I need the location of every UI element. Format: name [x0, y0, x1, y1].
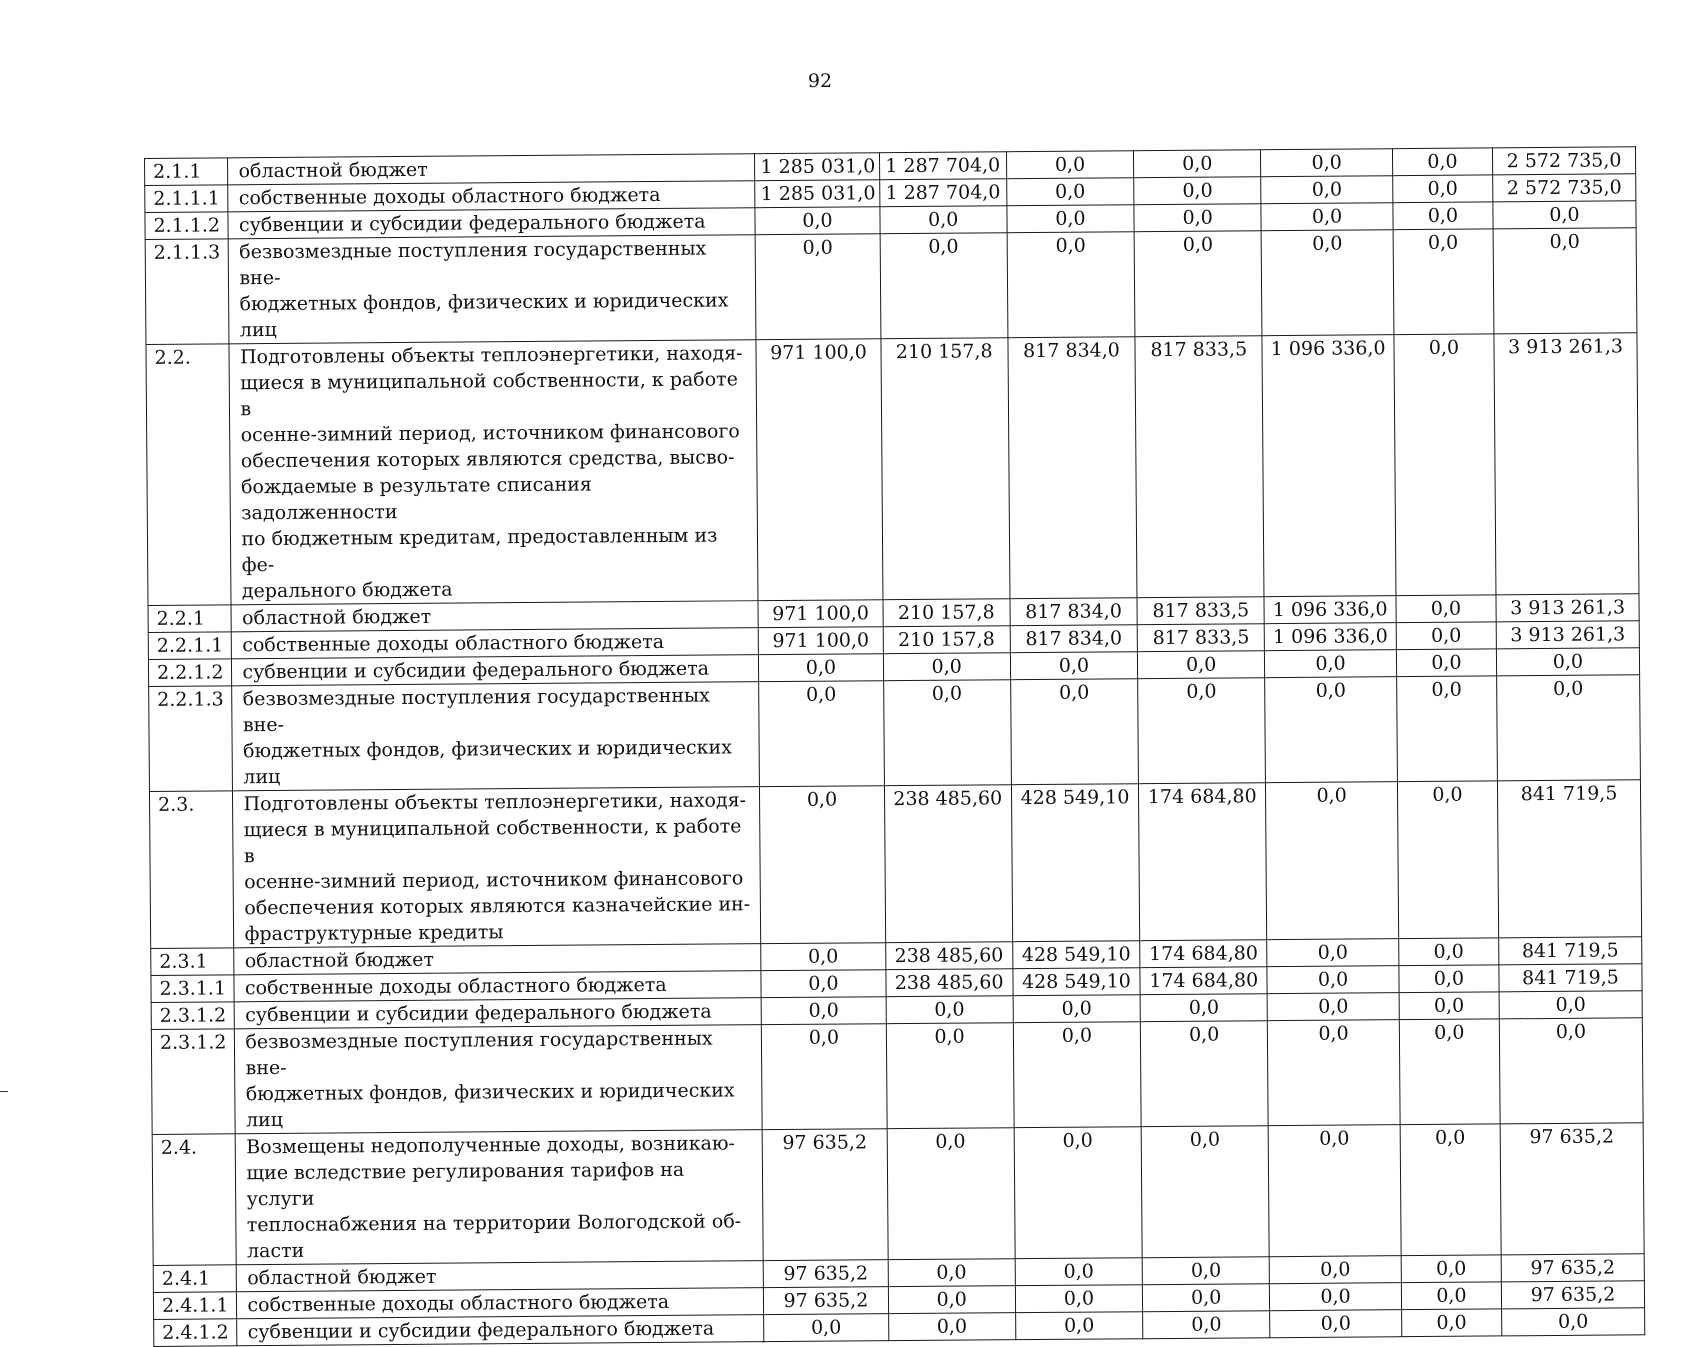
- value-cell-5: 0,0: [1270, 1283, 1402, 1311]
- value-cell-7: 841 719,5: [1499, 964, 1642, 992]
- value-cell-2: 0,0: [880, 233, 1008, 339]
- value-cell-1: 97 635,2: [764, 1260, 888, 1288]
- value-cell-7: 97 635,2: [1500, 1123, 1644, 1255]
- value-cell-6: 0,0: [1401, 1309, 1501, 1337]
- value-cell-4: 174 684,80: [1139, 783, 1268, 941]
- value-cell-7: 2 572 735,0: [1493, 174, 1636, 202]
- value-cell-1: 971 100,0: [756, 339, 882, 601]
- budget-table-container: [144, 146, 1645, 1347]
- value-cell-5: 0,0: [1270, 1256, 1402, 1284]
- row-description: областной бюджет: [231, 601, 758, 632]
- row-description: безвозмездные поступления государственных вне- бюджетных фондов, физических и юридических лиц: [232, 682, 760, 791]
- value-cell-2: 0,0: [888, 1313, 1015, 1341]
- value-cell-7: 2 572 735,0: [1492, 147, 1635, 175]
- value-cell-4: 0,0: [1140, 1021, 1268, 1127]
- value-cell-3: 0,0: [1013, 995, 1140, 1023]
- value-cell-7: 0,0: [1502, 1308, 1645, 1336]
- value-cell-1: 97 635,2: [764, 1287, 888, 1315]
- row-code: 2.1.1: [145, 158, 229, 186]
- value-cell-7: 97 635,2: [1501, 1254, 1644, 1282]
- value-cell-4: 0,0: [1141, 1126, 1269, 1258]
- row-code: 2.2.1.2: [148, 659, 232, 687]
- value-cell-1: 971 100,0: [759, 627, 883, 655]
- value-cell-3: 0,0: [1015, 1258, 1142, 1286]
- value-cell-3: 0,0: [1014, 1127, 1142, 1259]
- table-row: [146, 333, 1639, 606]
- value-cell-1: 0,0: [761, 943, 885, 971]
- value-cell-2: 0,0: [879, 206, 1006, 234]
- value-cell-1: 0,0: [755, 207, 879, 235]
- value-cell-5: 0,0: [1270, 1310, 1402, 1338]
- row-description: субвенции и субсидии федерального бюджета: [235, 998, 762, 1029]
- value-cell-5: 0,0: [1265, 677, 1397, 783]
- value-cell-1: 0,0: [761, 970, 885, 998]
- table-row: [149, 780, 1641, 949]
- value-cell-2: 0,0: [886, 996, 1013, 1024]
- value-cell-3: 0,0: [1007, 232, 1135, 338]
- value-cell-7: 0,0: [1499, 1018, 1643, 1124]
- value-cell-7: 3 913 261,3: [1496, 621, 1639, 649]
- row-description: безвозмездные поступления государственных вне- бюджетных фондов, физических и юридических лиц: [229, 235, 757, 344]
- value-cell-2: 210 157,8: [883, 599, 1010, 627]
- row-description: Подготовлены объекты теплоэнергетики, находя- щиеся в муниципальной собственности, к работе в осенне-зимний период, источником финансового обеспечения которых являются средства, высво- бождаемые в результате списания задолженности по бюджетным кредитам, предоставленным из фе- дерального бюджета: [229, 340, 758, 605]
- value-cell-4: 0,0: [1134, 231, 1262, 337]
- value-cell-4: 0,0: [1142, 1284, 1269, 1312]
- row-code: 2.1.1.2: [145, 212, 229, 240]
- value-cell-3: 428 549,10: [1013, 968, 1140, 996]
- value-cell-6: 0,0: [1393, 175, 1493, 203]
- value-cell-2: 0,0: [886, 1023, 1014, 1129]
- value-cell-4: 817 833,5: [1135, 336, 1264, 598]
- value-cell-5: 0,0: [1267, 966, 1399, 994]
- value-cell-6: 0,0: [1396, 595, 1496, 623]
- value-cell-2: 0,0: [887, 1128, 1015, 1260]
- value-cell-6: 0,0: [1394, 334, 1496, 596]
- row-description: субвенции и субсидии федерального бюджета: [237, 1315, 764, 1346]
- value-cell-3: 0,0: [1007, 178, 1134, 206]
- value-cell-5: 0,0: [1266, 782, 1399, 940]
- row-code: 2.4.1.1: [153, 1292, 237, 1320]
- value-cell-4: 817 833,5: [1137, 597, 1264, 625]
- value-cell-6: 0,0: [1400, 1124, 1501, 1256]
- value-cell-2: 0,0: [888, 1286, 1015, 1314]
- value-cell-2: 0,0: [883, 680, 1011, 786]
- value-cell-5: 0,0: [1269, 1125, 1401, 1257]
- value-cell-2: 238 485,60: [885, 969, 1012, 997]
- value-cell-7: 97 635,2: [1501, 1281, 1644, 1309]
- row-code: 2.1.1.1: [145, 185, 229, 213]
- value-cell-3: 0,0: [1006, 151, 1133, 179]
- row-code: 2.3.1.1: [151, 975, 235, 1003]
- value-cell-7: 841 719,5: [1497, 780, 1641, 938]
- value-cell-4: 817 833,5: [1137, 624, 1264, 652]
- value-cell-4: 0,0: [1134, 204, 1261, 232]
- value-cell-2: 238 485,60: [884, 785, 1013, 943]
- value-cell-4: 0,0: [1134, 150, 1261, 178]
- table-row: [145, 228, 1637, 345]
- value-cell-3: 0,0: [1015, 1312, 1142, 1340]
- value-cell-6: 0,0: [1401, 1255, 1501, 1283]
- row-description: областной бюджет: [237, 1261, 764, 1292]
- value-cell-7: 3 913 261,3: [1494, 333, 1639, 595]
- value-cell-6: 0,0: [1396, 649, 1496, 677]
- value-cell-6: 0,0: [1399, 965, 1499, 993]
- value-cell-5: 0,0: [1267, 993, 1399, 1021]
- value-cell-3: 0,0: [1010, 652, 1137, 680]
- row-code: 2.2.1.1: [148, 632, 232, 660]
- value-cell-1: 0,0: [755, 234, 880, 340]
- row-description: безвозмездные поступления государственных вне- бюджетных фондов, физических и юридических лиц: [235, 1025, 763, 1134]
- value-cell-5: 0,0: [1265, 650, 1397, 678]
- row-code: 2.4.1.2: [154, 1319, 238, 1347]
- value-cell-7: 841 719,5: [1499, 937, 1642, 965]
- value-cell-5: 0,0: [1261, 203, 1393, 231]
- value-cell-1: 97 635,2: [763, 1129, 888, 1261]
- row-code: 2.4.: [152, 1134, 236, 1266]
- row-code: 2.3.1: [151, 948, 235, 976]
- row-code: 2.1.1.3: [145, 239, 229, 345]
- value-cell-7: 0,0: [1496, 648, 1639, 676]
- value-cell-5: 0,0: [1261, 230, 1393, 336]
- value-cell-1: 0,0: [759, 654, 883, 682]
- value-cell-5: 1 096 336,0: [1262, 335, 1395, 597]
- value-cell-1: 0,0: [761, 997, 885, 1025]
- value-cell-1: 0,0: [759, 681, 884, 787]
- row-code: 2.2.1.3: [149, 686, 233, 792]
- row-code: 2.3.: [149, 791, 234, 949]
- row-description: Подготовлены объекты теплоэнергетики, находя- щиеся в муниципальной собственности, к работе в осенне-зимний период, источником финансового обеспечения которых являются казначейские ин- фраструктурные кредиты: [233, 787, 761, 948]
- value-cell-2: 0,0: [888, 1259, 1015, 1287]
- row-description: областной бюджет: [234, 944, 761, 975]
- value-cell-5: 0,0: [1268, 1020, 1400, 1126]
- value-cell-3: 817 834,0: [1010, 625, 1137, 653]
- row-code: 2.3.1.2: [151, 1002, 235, 1030]
- value-cell-4: 0,0: [1142, 1257, 1269, 1285]
- value-cell-6: 0,0: [1399, 992, 1499, 1020]
- value-cell-1: 0,0: [762, 1024, 887, 1130]
- value-cell-6: 0,0: [1401, 1282, 1501, 1310]
- value-cell-6: 0,0: [1396, 622, 1496, 650]
- value-cell-3: 428 549,10: [1012, 941, 1139, 969]
- value-cell-4: 174 684,80: [1140, 967, 1267, 995]
- value-cell-6: 0,0: [1393, 229, 1494, 335]
- row-code: 2.2.: [146, 344, 232, 606]
- value-cell-3: 817 834,0: [1010, 598, 1137, 626]
- value-cell-3: 0,0: [1007, 205, 1134, 233]
- row-description: субвенции и субсидии федерального бюджета: [232, 655, 759, 686]
- value-cell-1: 0,0: [764, 1314, 888, 1342]
- value-cell-1: 1 285 031,0: [755, 180, 879, 208]
- value-cell-3: 0,0: [1010, 679, 1138, 785]
- row-code: 2.3.1.2: [151, 1029, 235, 1135]
- value-cell-6: 0,0: [1392, 148, 1492, 176]
- row-description: субвенции и субсидии федерального бюджета: [228, 208, 755, 239]
- value-cell-3: 0,0: [1015, 1285, 1142, 1313]
- value-cell-7: 0,0: [1493, 228, 1637, 334]
- value-cell-7: 0,0: [1497, 675, 1641, 781]
- value-cell-1: 0,0: [760, 786, 885, 944]
- table-row: [152, 1123, 1644, 1266]
- value-cell-7: 3 913 261,3: [1496, 594, 1639, 622]
- row-description: собственные доходы областного бюджета: [237, 1288, 764, 1319]
- value-cell-5: 0,0: [1261, 176, 1393, 204]
- row-description: собственные доходы областного бюджета: [234, 971, 761, 1002]
- value-cell-3: 0,0: [1013, 1022, 1141, 1128]
- value-cell-2: 238 485,60: [885, 942, 1012, 970]
- value-cell-5: 0,0: [1267, 939, 1399, 967]
- value-cell-4: 0,0: [1143, 1311, 1270, 1339]
- margin-mark: [0, 1091, 8, 1092]
- value-cell-7: 0,0: [1493, 201, 1636, 229]
- value-cell-2: 210 157,8: [880, 338, 1009, 600]
- value-cell-4: 0,0: [1138, 678, 1266, 784]
- value-cell-2: 0,0: [883, 653, 1010, 681]
- value-cell-2: 1 287 704,0: [879, 152, 1006, 180]
- value-cell-4: 0,0: [1140, 994, 1267, 1022]
- value-cell-6: 0,0: [1399, 1019, 1500, 1125]
- value-cell-7: 0,0: [1499, 991, 1642, 1019]
- row-code: 2.2.1: [148, 605, 232, 633]
- value-cell-1: 971 100,0: [758, 600, 882, 628]
- value-cell-3: 428 549,10: [1011, 784, 1140, 942]
- budget-table: [144, 146, 1645, 1347]
- value-cell-2: 210 157,8: [883, 626, 1010, 654]
- value-cell-1: 1 285 031,0: [755, 153, 879, 181]
- value-cell-5: 1 096 336,0: [1265, 623, 1397, 651]
- value-cell-5: 0,0: [1261, 149, 1393, 177]
- value-cell-2: 1 287 704,0: [879, 179, 1006, 207]
- value-cell-6: 0,0: [1393, 202, 1493, 230]
- value-cell-6: 0,0: [1397, 781, 1498, 939]
- table-row: [149, 675, 1641, 792]
- row-description: собственные доходы областного бюджета: [232, 628, 759, 659]
- row-description: областной бюджет: [228, 154, 755, 185]
- row-code: 2.4.1: [153, 1265, 237, 1293]
- value-cell-6: 0,0: [1398, 938, 1498, 966]
- value-cell-3: 817 834,0: [1008, 337, 1137, 599]
- table-row: [151, 1018, 1643, 1135]
- row-description: собственные доходы областного бюджета: [228, 181, 755, 212]
- row-description: Возмещены недополученные доходы, возникаю- щие вследствие регулирования тарифов на услуги теплоснабжения на территории Вологодской об- ласти: [236, 1130, 764, 1265]
- value-cell-4: 0,0: [1134, 177, 1261, 205]
- value-cell-5: 1 096 336,0: [1264, 596, 1396, 624]
- value-cell-4: 174 684,80: [1140, 940, 1267, 968]
- value-cell-4: 0,0: [1138, 651, 1265, 679]
- page-number: 92: [807, 70, 833, 92]
- value-cell-6: 0,0: [1396, 676, 1497, 782]
